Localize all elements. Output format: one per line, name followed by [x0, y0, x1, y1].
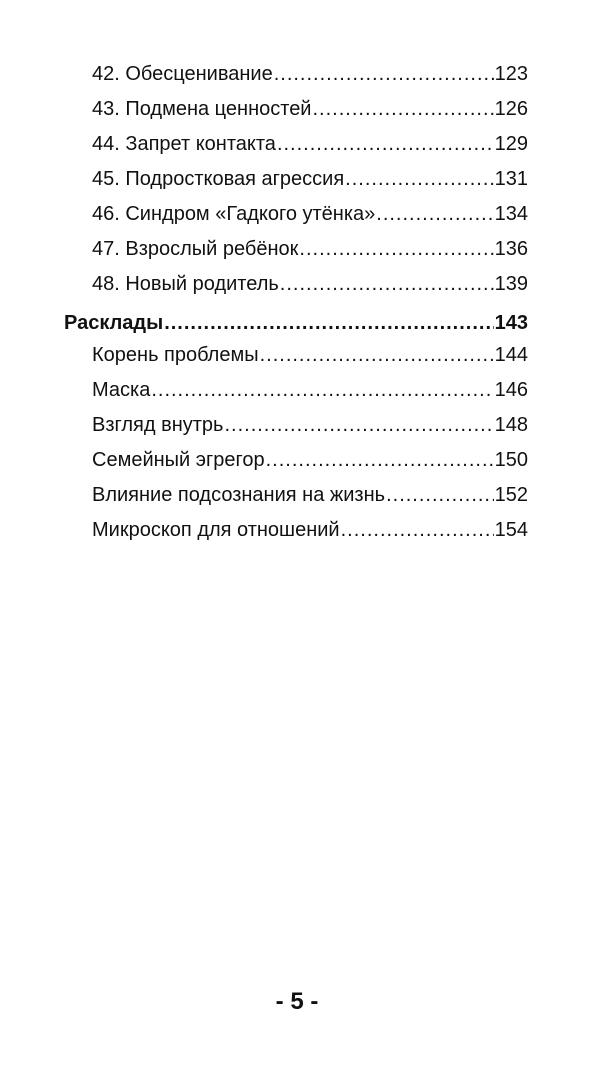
toc-entry [92, 60, 528, 88]
toc-entry-title: 45. Подростковая агрессия [92, 168, 345, 190]
toc-entry [92, 130, 528, 158]
toc-entry-title: 44. Запрет контакта [92, 133, 276, 155]
toc-subentry-page: 154 [494, 519, 528, 541]
toc-subentry-page: 152 [494, 484, 528, 506]
toc-subentry-title: Влияние подсознания на жизнь [92, 484, 386, 506]
dot-leader [266, 446, 494, 474]
toc-section-page: 143 [494, 312, 528, 334]
dot-leader [277, 130, 494, 158]
toc-subentry [92, 376, 528, 404]
toc-subentry-title: Маска [92, 379, 151, 401]
dot-leader [312, 95, 493, 123]
dot-leader [345, 165, 493, 193]
toc-entry-page: 123 [494, 63, 528, 85]
toc-entry-page: 129 [494, 133, 528, 155]
dot-leader [260, 341, 494, 369]
toc-entry-page: 139 [494, 273, 528, 295]
toc-subentry-page: 150 [494, 449, 528, 471]
toc-subentry-title: Микроскоп для отношений [92, 519, 340, 541]
toc-entry [92, 270, 528, 298]
dot-leader [164, 309, 493, 337]
toc-subentry-title: Семейный эгрегор [92, 449, 265, 471]
page-number: - 5 - [275, 988, 319, 1015]
toc-entry [92, 165, 528, 193]
toc-entry-title: 43. Подмена ценностей [92, 98, 312, 120]
toc-entry [92, 95, 528, 123]
toc-entry-page: 136 [494, 238, 528, 260]
toc-subentry-title: Взгляд внутрь [92, 414, 224, 436]
toc-subentry [92, 481, 528, 509]
toc-subentry [92, 411, 528, 439]
toc-section-title: Расклады [64, 312, 164, 334]
dot-leader [274, 60, 494, 88]
toc-entry-title: 47. Взрослый ребёнок [92, 238, 299, 260]
toc-entry-title: 48. Новый родитель [92, 273, 279, 295]
toc-entry-title: 42. Обесценивание [92, 63, 273, 85]
dot-leader [341, 516, 494, 544]
toc-entry-page: 134 [494, 203, 528, 225]
dot-leader [280, 270, 494, 298]
toc-entry-page: 126 [494, 98, 528, 120]
dot-leader [386, 481, 494, 509]
dot-leader [299, 235, 493, 263]
dot-leader [151, 376, 493, 404]
toc-entry-title: 46. Синдром «Гадкого утёнка» [92, 203, 376, 225]
toc-subentry-page: 148 [494, 414, 528, 436]
toc-entry-page: 131 [494, 168, 528, 190]
toc-subentry-page: 144 [494, 344, 528, 366]
toc-subentry-page: 146 [494, 379, 528, 401]
toc-subentry [92, 446, 528, 474]
toc-subentry-title: Корень проблемы [92, 344, 259, 366]
toc-entry [92, 235, 528, 263]
dot-leader [376, 200, 493, 228]
toc-entry [92, 200, 528, 228]
toc-subentry [92, 516, 528, 544]
dot-leader [224, 411, 493, 439]
toc-subentry [92, 341, 528, 369]
toc-section [64, 309, 528, 337]
